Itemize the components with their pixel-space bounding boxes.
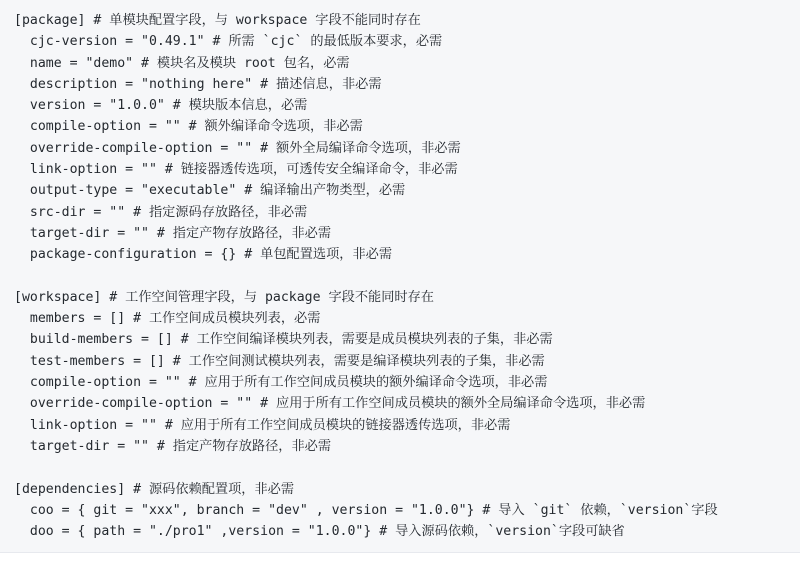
code-line-ws-link-option: link-option = "" # 应用于所有工作空间成员模块的链接器透传选项，非必需 <box>14 417 511 433</box>
code-line-blank <box>14 457 800 478</box>
code-line-ws-override-compile-option: override-compile-option = "" # 应用于所有工作空间成员模块的额外全局编译命令选项，非必需 <box>14 396 646 412</box>
code-line-version: version = "1.0.0" # 模块版本信息，必需 <box>14 98 308 114</box>
code-line-description: description = "nothing here" # 描述信息，非必需 <box>14 76 382 92</box>
code-line-override-compile-option: override-compile-option = "" # 额外全局编译命令选项，非必需 <box>14 140 461 156</box>
code-line-build-members: build-members = [] # 工作空间编译模块列表，需要是成员模块列表的子集，非必需 <box>14 332 553 348</box>
code-line-coo: coo = { git = "xxx", branch = "dev" , version = "1.0.0"} # 导入 `git` 依赖，`version`字段 <box>14 502 718 518</box>
code-line-dependencies-header: [dependencies] # 源码依赖配置项，非必需 <box>14 481 295 497</box>
code-line-compile-option: compile-option = "" # 额外编译命令选项，非必需 <box>14 119 363 135</box>
code-line-members: members = [] # 工作空间成员模块列表，必需 <box>14 311 321 327</box>
code-line-package-header: [package] # 单模块配置字段，与 workspace 字段不能同时存在 <box>14 13 421 28</box>
code-line-blank <box>14 266 800 287</box>
code-line-target-dir: target-dir = "" # 指定产物存放路径，非必需 <box>14 225 332 241</box>
code-line-test-members: test-members = [] # 工作空间测试模块列表，需要是编译模块列表的子集，非必需 <box>14 353 545 369</box>
code-line-ws-compile-option: compile-option = "" # 应用于所有工作空间成员模块的额外编译命令选项，非必需 <box>14 375 548 391</box>
code-line-cjc-version: cjc-version = "0.49.1" # 所需 `cjc` 的最低版本要求，必需 <box>14 34 443 50</box>
code-line-workspace-header: [workspace] # 工作空间管理字段，与 package 字段不能同时存在 <box>14 289 434 305</box>
code-line-doo: doo = { path = "./pro1" ,version = "1.0.0"} # 导入源码依赖，`version`字段可缺省 <box>14 524 625 540</box>
code-line-link-option: link-option = "" # 链接器透传选项，可透传安全编译命令，非必需 <box>14 162 458 178</box>
code-line-name: name = "demo" # 模块名及模块 root 包名，必需 <box>14 55 350 71</box>
code-line-package-configuration: package-configuration = {} # 单包配置选项，非必需 <box>14 247 392 263</box>
code-line-src-dir: src-dir = "" # 指定源码存放路径，非必需 <box>14 204 308 220</box>
code-line-ws-target-dir: target-dir = "" # 指定产物存放路径，非必需 <box>14 438 332 454</box>
code-line-output-type: output-type = "executable" # 编译输出产物类型，必需 <box>14 183 406 199</box>
